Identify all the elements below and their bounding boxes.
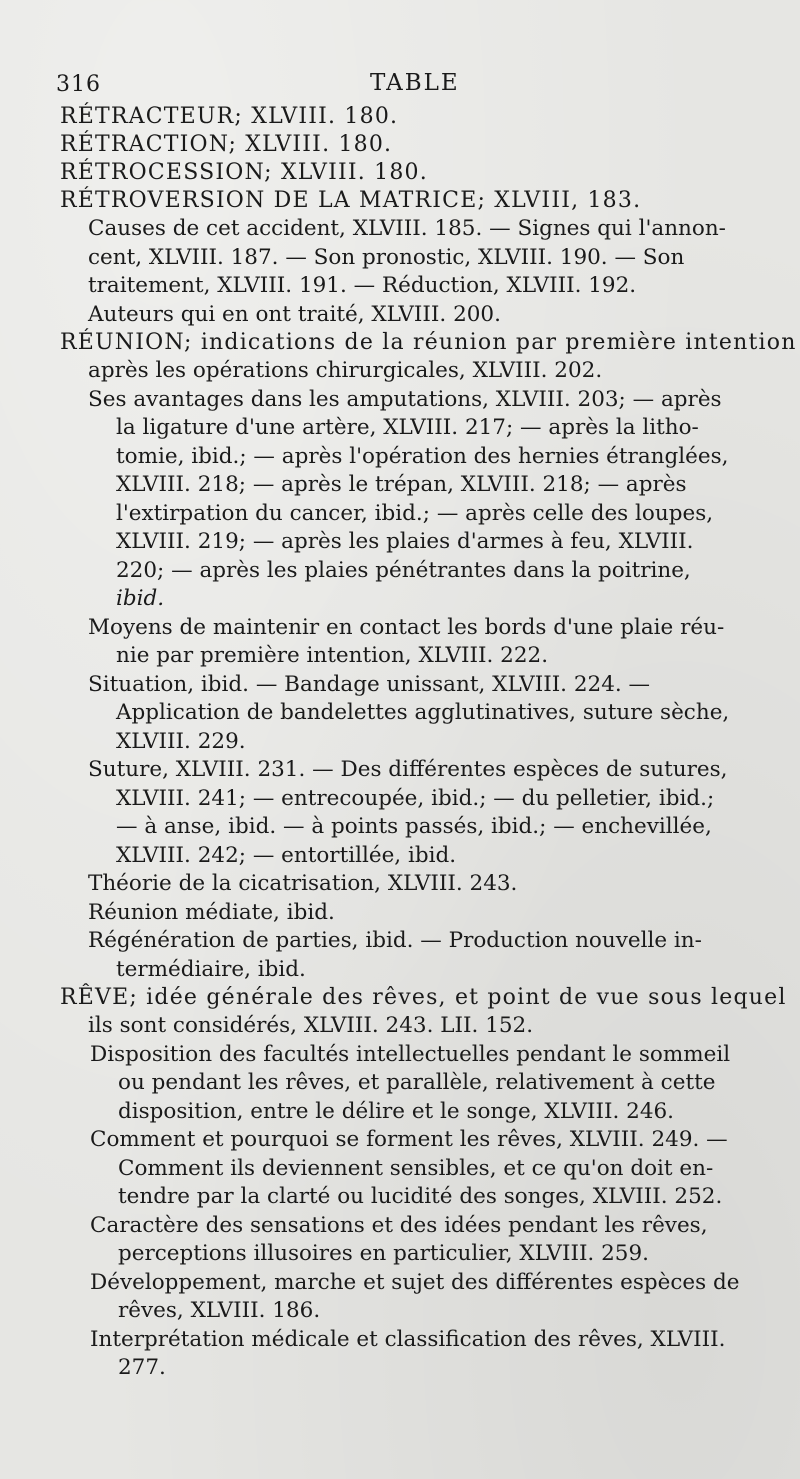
index-line: Développement, marche et sujet des différentes espèces de [90,1269,740,1295]
index-line: Causes de cet accident, XLVIII. 185. — Signes qui l'annon- [88,216,726,241]
index-line: tomie, ibid.; — après l'opération des hernies étranglées, [116,443,729,469]
index-line: RÉTRACTION; XLVIII. 180. [60,132,393,157]
index-line: RÉTROCESSION; XLVIII. 180. [60,160,428,185]
index-line: Comment et pourquoi se forment les rêves, XLVIII. 249. — [90,1127,728,1152]
index-line: XLVIII. 241; — entrecoupée, ibid.; — du pelletier, ibid.; [116,785,715,811]
running-title: TABLE [370,70,460,96]
index-line: cent, XLVIII. 187. — Son pronostic, XLVIII. 190. — Son [88,244,685,270]
index-line: traitement, XLVIII. 191. — Réduction, XLVIII. 192. [88,273,637,298]
index-line: après les opérations chirurgicales, XLVIII. 202. [88,358,603,383]
index-line: — à anse, ibid. — à points passés, ibid.; — enchevillée, [116,814,712,839]
index-line: Réunion médiate, ibid. [88,899,335,925]
index-line: Ses avantages dans les amputations, XLVIII. 203; — après [88,386,722,412]
index-line: ou pendant les rêves, et parallèle, relativement à cette [118,1070,716,1095]
index-line: Suture, XLVIII. 231. — Des différentes espèces de sutures, [88,757,728,782]
index-line: termédiaire, ibid. [116,956,306,982]
index-line: disposition, entre le délire et le songe, XLVIII. 246. [118,1098,675,1124]
index-line: XLVIII. 219; — après les plaies d'armes à feu, XLVIII. [116,529,694,554]
page-number: 316 [56,72,101,97]
page-header [56,68,756,102]
index-line: perceptions illusoires en particulier, XLVIII. 259. [118,1241,649,1266]
index-line: Disposition des facultés intellectuelles pendant le sommeil [90,1041,731,1067]
index-line: la ligature d'une artère, XLVIII. 217; — après la litho- [116,415,699,440]
index-line: XLVIII. 229. [116,728,246,754]
index-line: Interprétation médicale et classification des rêves, XLVIII. [90,1326,726,1352]
index-entries [60,103,797,1383]
index-line: 220; — après les plaies pénétrantes dans la poitrine, [116,557,691,583]
index-line: Régénération de parties, ibid. — Production nouvelle in- [88,928,702,953]
index-line: XLVIII. 242; — entortillée, ibid. [116,842,457,868]
index-line: XLVIII. 218; — après le trépan, XLVIII. 218; — après [116,472,687,497]
index-line: RÉTRACTEUR; XLVIII. 180. [60,104,399,129]
index-line: Comment ils deviennent sensibles, et ce qu'on doit en- [118,1155,714,1181]
index-line: Moyens de maintenir en contact les bords d'une plaie réu- [88,614,725,640]
index-line: Caractère des sensations et des idées pendant les rêves, [90,1212,708,1238]
index-line: l'extirpation du cancer, ibid.; — après celle des loupes, [116,500,714,526]
index-line: Situation, ibid. — Bandage unissant, XLVIII. 224. — [88,671,651,697]
index-line: RÉUNION; indications de la réunion par première intention [60,330,797,355]
index-line: nie par première intention, XLVIII. 222. [116,643,549,668]
index-line: Auteurs qui en ont traité, XLVIII. 200. [88,301,501,327]
index-line: tendre par la clarté ou lucidité des songes, XLVIII. 252. [118,1184,723,1209]
index-line: RÊVE; idée générale des rêves, et point de vue sous lequel [60,985,787,1010]
index-line: RÉTROVERSION DE LA MATRICE; XLVIII, 183. [60,188,642,213]
index-line: ils sont considérés, XLVIII. 243. LII. 152. [88,1013,534,1038]
index-line: ibid. [116,586,165,611]
index-line: Théorie de la cicatrisation, XLVIII. 243. [88,871,518,896]
index-line: 277. [118,1355,166,1380]
index-line: rêves, XLVIII. 186. [118,1298,321,1323]
index-line: Application de bandelettes agglutinatives, suture sèche, [116,700,730,725]
